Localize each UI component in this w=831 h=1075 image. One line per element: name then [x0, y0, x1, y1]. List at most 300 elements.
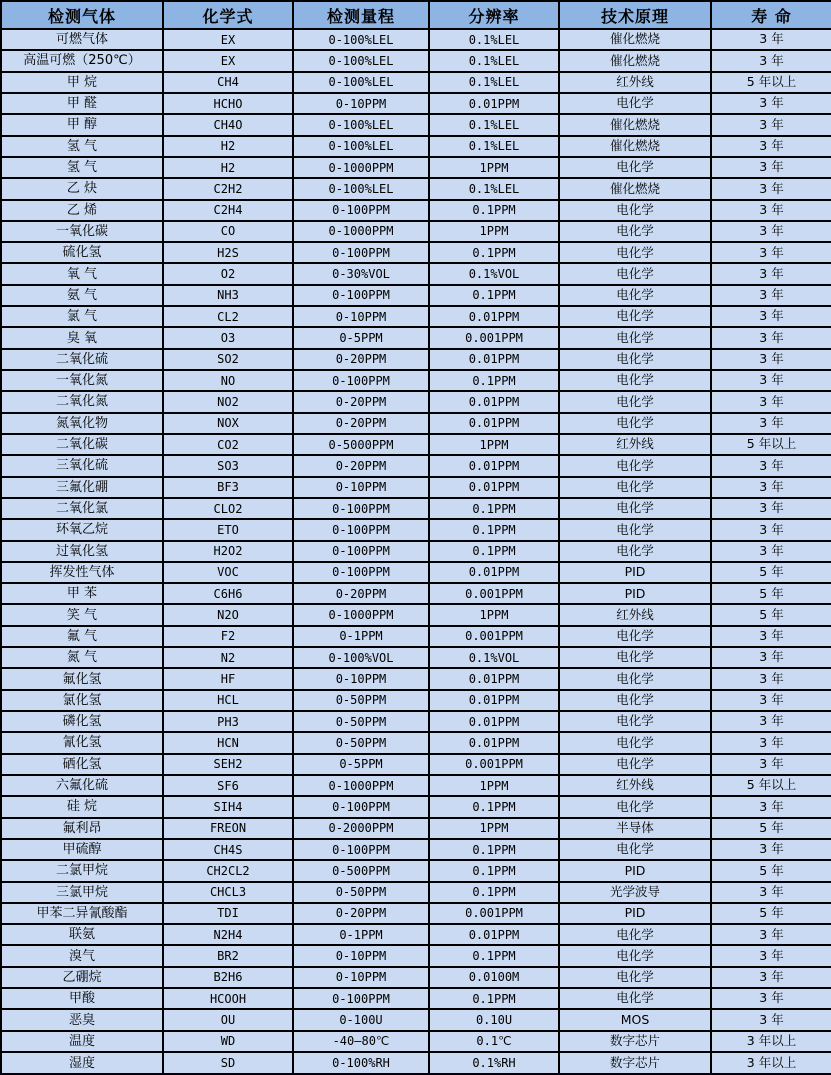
cell-lifespan: 3 年: [711, 945, 831, 966]
cell-gas: 氮 气: [1, 647, 163, 668]
cell-resolution: 0.01PPM: [429, 455, 559, 476]
cell-principle: PID: [559, 562, 711, 583]
cell-principle: 电化学: [559, 391, 711, 412]
cell-lifespan: 3 年: [711, 285, 831, 306]
cell-formula: WD: [163, 1031, 293, 1052]
table-row: [1, 562, 831, 583]
cell-gas: 甲硫醇: [1, 839, 163, 860]
cell-resolution: 0.001PPM: [429, 626, 559, 647]
table-row: [1, 775, 831, 796]
cell-principle: 电化学: [559, 967, 711, 988]
cell-principle: 电化学: [559, 796, 711, 817]
cell-gas: 氰化氢: [1, 732, 163, 753]
cell-gas: 二氧化氮: [1, 391, 163, 412]
cell-principle: 电化学: [559, 413, 711, 434]
cell-formula: H2: [163, 136, 293, 157]
cell-principle: 电化学: [559, 221, 711, 242]
cell-range: 0-100%RH: [293, 1052, 429, 1074]
cell-gas: 氧 气: [1, 263, 163, 284]
cell-formula: BF3: [163, 477, 293, 498]
cell-resolution: 0.1%LEL: [429, 50, 559, 71]
cell-resolution: 0.1PPM: [429, 242, 559, 263]
cell-gas: 湿度: [1, 1052, 163, 1074]
cell-resolution: 0.01PPM: [429, 349, 559, 370]
table-row: [1, 221, 831, 242]
table-row: [1, 711, 831, 732]
cell-gas: 甲 苯: [1, 583, 163, 604]
table-row: [1, 1009, 831, 1030]
cell-resolution: 0.01PPM: [429, 93, 559, 114]
cell-lifespan: 3 年: [711, 29, 831, 50]
table-row: [1, 690, 831, 711]
table-row: [1, 498, 831, 519]
cell-principle: 电化学: [559, 263, 711, 284]
cell-lifespan: 3 年: [711, 327, 831, 348]
table-row: [1, 839, 831, 860]
cell-resolution: 0.1PPM: [429, 839, 559, 860]
cell-principle: 电化学: [559, 285, 711, 306]
cell-gas: 乙硼烷: [1, 967, 163, 988]
cell-range: 0-500PPM: [293, 860, 429, 881]
cell-principle: 催化燃烧: [559, 114, 711, 135]
cell-lifespan: 5 年: [711, 604, 831, 625]
cell-principle: 电化学: [559, 754, 711, 775]
cell-gas: 氯 气: [1, 306, 163, 327]
cell-formula: O3: [163, 327, 293, 348]
cell-resolution: 0.1PPM: [429, 860, 559, 881]
table-row: [1, 306, 831, 327]
cell-gas: 乙 炔: [1, 178, 163, 199]
table-row: [1, 647, 831, 668]
table-row: [1, 477, 831, 498]
table-row: [1, 967, 831, 988]
cell-gas: 氢 气: [1, 157, 163, 178]
cell-principle: 电化学: [559, 924, 711, 945]
table-row: [1, 200, 831, 221]
cell-gas: 氟利昂: [1, 818, 163, 839]
cell-gas: 过氧化氢: [1, 541, 163, 562]
cell-principle: 电化学: [559, 668, 711, 689]
cell-gas: 氢 气: [1, 136, 163, 157]
cell-lifespan: 5 年: [711, 860, 831, 881]
cell-gas: 乙 烯: [1, 200, 163, 221]
cell-principle: 红外线: [559, 775, 711, 796]
cell-gas: 二氧化氯: [1, 498, 163, 519]
cell-resolution: 0.01PPM: [429, 306, 559, 327]
cell-formula: SF6: [163, 775, 293, 796]
cell-resolution: 0.01PPM: [429, 413, 559, 434]
cell-principle: 电化学: [559, 711, 711, 732]
cell-principle: PID: [559, 583, 711, 604]
cell-resolution: 0.01PPM: [429, 732, 559, 753]
cell-formula: TDI: [163, 903, 293, 924]
cell-lifespan: 3 年: [711, 263, 831, 284]
column-header-resolution: 分辨率: [429, 1, 559, 29]
cell-resolution: 1PPM: [429, 604, 559, 625]
cell-lifespan: 5 年以上: [711, 434, 831, 455]
cell-formula: O2: [163, 263, 293, 284]
cell-principle: 电化学: [559, 498, 711, 519]
cell-principle: PID: [559, 903, 711, 924]
cell-formula: CO: [163, 221, 293, 242]
cell-resolution: 0.0100M: [429, 967, 559, 988]
cell-formula: NO2: [163, 391, 293, 412]
cell-principle: 红外线: [559, 604, 711, 625]
cell-lifespan: 3 年: [711, 477, 831, 498]
cell-range: 0-1000PPM: [293, 775, 429, 796]
cell-resolution: 0.01PPM: [429, 924, 559, 945]
cell-range: 0-100U: [293, 1009, 429, 1030]
cell-principle: PID: [559, 860, 711, 881]
cell-formula: NOX: [163, 413, 293, 434]
cell-principle: 催化燃烧: [559, 136, 711, 157]
cell-principle: 电化学: [559, 839, 711, 860]
cell-range: 0-10PPM: [293, 945, 429, 966]
cell-gas: 温度: [1, 1031, 163, 1052]
cell-resolution: 0.1%LEL: [429, 136, 559, 157]
cell-formula: SIH4: [163, 796, 293, 817]
cell-principle: 红外线: [559, 434, 711, 455]
cell-formula: H2O2: [163, 541, 293, 562]
cell-lifespan: 5 年: [711, 562, 831, 583]
cell-lifespan: 3 年: [711, 349, 831, 370]
table-row: [1, 732, 831, 753]
cell-range: 0-100%LEL: [293, 178, 429, 199]
cell-resolution: 0.1%LEL: [429, 72, 559, 93]
cell-formula: ETO: [163, 519, 293, 540]
cell-resolution: 0.1PPM: [429, 370, 559, 391]
cell-formula: C6H6: [163, 583, 293, 604]
cell-principle: 电化学: [559, 327, 711, 348]
cell-lifespan: 3 年: [711, 157, 831, 178]
cell-formula: N2H4: [163, 924, 293, 945]
table-row: [1, 903, 831, 924]
cell-resolution: 0.01PPM: [429, 562, 559, 583]
cell-resolution: 1PPM: [429, 818, 559, 839]
cell-principle: 电化学: [559, 690, 711, 711]
table-row: [1, 50, 831, 71]
cell-principle: 电化学: [559, 349, 711, 370]
cell-formula: F2: [163, 626, 293, 647]
cell-range: 0-50PPM: [293, 732, 429, 753]
cell-gas: 臭 氧: [1, 327, 163, 348]
cell-lifespan: 3 年: [711, 967, 831, 988]
cell-formula: FREON: [163, 818, 293, 839]
table-row: [1, 988, 831, 1009]
cell-resolution: 0.1PPM: [429, 945, 559, 966]
cell-lifespan: 5 年以上: [711, 72, 831, 93]
cell-gas: 甲 醛: [1, 93, 163, 114]
cell-resolution: 0.1%VOL: [429, 263, 559, 284]
cell-resolution: 0.1%LEL: [429, 178, 559, 199]
cell-gas: 磷化氢: [1, 711, 163, 732]
cell-principle: 电化学: [559, 306, 711, 327]
cell-resolution: 0.1PPM: [429, 285, 559, 306]
cell-formula: VOC: [163, 562, 293, 583]
table-row: [1, 604, 831, 625]
cell-resolution: 1PPM: [429, 157, 559, 178]
cell-principle: 电化学: [559, 242, 711, 263]
cell-resolution: 0.1PPM: [429, 519, 559, 540]
cell-lifespan: 5 年: [711, 818, 831, 839]
table-row: [1, 519, 831, 540]
cell-resolution: 0.1PPM: [429, 796, 559, 817]
cell-range: 0-1000PPM: [293, 604, 429, 625]
cell-principle: 电化学: [559, 370, 711, 391]
cell-gas: 环氧乙烷: [1, 519, 163, 540]
cell-principle: MOS: [559, 1009, 711, 1030]
table-row: [1, 93, 831, 114]
table-row: [1, 114, 831, 135]
cell-range: 0-10PPM: [293, 668, 429, 689]
table-row: [1, 945, 831, 966]
cell-lifespan: 3 年: [711, 796, 831, 817]
cell-range: 0-1PPM: [293, 626, 429, 647]
column-header-lifespan: 寿 命: [711, 1, 831, 29]
cell-principle: 电化学: [559, 647, 711, 668]
cell-resolution: 1PPM: [429, 434, 559, 455]
cell-formula: CL2: [163, 306, 293, 327]
cell-formula: N2O: [163, 604, 293, 625]
cell-lifespan: 3 年: [711, 93, 831, 114]
cell-gas: 恶臭: [1, 1009, 163, 1030]
cell-lifespan: 3 年: [711, 626, 831, 647]
cell-lifespan: 3 年: [711, 1009, 831, 1030]
cell-range: 0-100%LEL: [293, 50, 429, 71]
cell-range: 0-50PPM: [293, 690, 429, 711]
cell-gas: 三氟化硼: [1, 477, 163, 498]
cell-range: 0-100PPM: [293, 562, 429, 583]
cell-gas: 甲 醇: [1, 114, 163, 135]
table-row: [1, 29, 831, 50]
cell-lifespan: 3 年: [711, 732, 831, 753]
cell-formula: PH3: [163, 711, 293, 732]
cell-resolution: 0.1PPM: [429, 882, 559, 903]
table-row: [1, 1031, 831, 1052]
cell-formula: SD: [163, 1052, 293, 1074]
table-body: [1, 29, 831, 1074]
table-row: [1, 668, 831, 689]
cell-resolution: 0.1PPM: [429, 498, 559, 519]
cell-gas: 溴气: [1, 945, 163, 966]
cell-formula: H2S: [163, 242, 293, 263]
cell-formula: BR2: [163, 945, 293, 966]
column-header-range: 检测量程: [293, 1, 429, 29]
cell-range: 0-10PPM: [293, 93, 429, 114]
cell-lifespan: 5 年: [711, 903, 831, 924]
column-header-principle: 技术原理: [559, 1, 711, 29]
cell-range: 0-10PPM: [293, 967, 429, 988]
cell-formula: HCL: [163, 690, 293, 711]
table-row: [1, 327, 831, 348]
cell-lifespan: 3 年以上: [711, 1031, 831, 1052]
cell-formula: CH4O: [163, 114, 293, 135]
cell-formula: SO2: [163, 349, 293, 370]
cell-formula: C2H4: [163, 200, 293, 221]
cell-resolution: 0.1PPM: [429, 541, 559, 562]
cell-resolution: 1PPM: [429, 775, 559, 796]
cell-lifespan: 3 年: [711, 242, 831, 263]
cell-range: 0-1000PPM: [293, 221, 429, 242]
cell-range: 0-100%LEL: [293, 114, 429, 135]
cell-principle: 电化学: [559, 732, 711, 753]
cell-resolution: 0.1PPM: [429, 988, 559, 1009]
cell-gas: 六氟化硫: [1, 775, 163, 796]
table-row: [1, 924, 831, 945]
cell-principle: 电化学: [559, 519, 711, 540]
cell-formula: NO: [163, 370, 293, 391]
cell-gas: 氟化氢: [1, 668, 163, 689]
cell-formula: CH4S: [163, 839, 293, 860]
cell-range: 0-1PPM: [293, 924, 429, 945]
cell-range: 0-100%LEL: [293, 72, 429, 93]
cell-gas: 联氨: [1, 924, 163, 945]
cell-lifespan: 3 年: [711, 711, 831, 732]
column-header-formula: 化学式: [163, 1, 293, 29]
cell-range: 0-2000PPM: [293, 818, 429, 839]
table-row: [1, 754, 831, 775]
table-row: [1, 285, 831, 306]
cell-formula: HCHO: [163, 93, 293, 114]
cell-gas: 硫化氢: [1, 242, 163, 263]
cell-gas: 甲苯二异氰酸酯: [1, 903, 163, 924]
cell-lifespan: 3 年以上: [711, 1052, 831, 1074]
cell-resolution: 0.1%LEL: [429, 114, 559, 135]
cell-lifespan: 3 年: [711, 988, 831, 1009]
cell-gas: 氨 气: [1, 285, 163, 306]
cell-formula: H2: [163, 157, 293, 178]
table-row: [1, 860, 831, 881]
cell-range: 0-100PPM: [293, 370, 429, 391]
cell-lifespan: 5 年: [711, 583, 831, 604]
cell-principle: 红外线: [559, 72, 711, 93]
table-row: [1, 242, 831, 263]
table-row: [1, 157, 831, 178]
cell-range: 0-5PPM: [293, 327, 429, 348]
cell-principle: 电化学: [559, 541, 711, 562]
cell-resolution: 0.01PPM: [429, 690, 559, 711]
column-header-gas: 检测气体: [1, 1, 163, 29]
cell-lifespan: 3 年: [711, 200, 831, 221]
cell-resolution: 1PPM: [429, 221, 559, 242]
cell-lifespan: 3 年: [711, 498, 831, 519]
cell-formula: B2H6: [163, 967, 293, 988]
cell-formula: HF: [163, 668, 293, 689]
cell-range: 0-100PPM: [293, 796, 429, 817]
cell-lifespan: 3 年: [711, 136, 831, 157]
cell-range: -40—80℃: [293, 1031, 429, 1052]
table-row: [1, 818, 831, 839]
cell-gas: 三氯甲烷: [1, 882, 163, 903]
cell-range: 0-100PPM: [293, 285, 429, 306]
table-row: [1, 136, 831, 157]
table-row: [1, 626, 831, 647]
cell-principle: 半导体: [559, 818, 711, 839]
cell-resolution: 0.1PPM: [429, 200, 559, 221]
cell-range: 0-5000PPM: [293, 434, 429, 455]
cell-range: 0-100PPM: [293, 519, 429, 540]
cell-range: 0-1000PPM: [293, 157, 429, 178]
cell-formula: CH4: [163, 72, 293, 93]
cell-formula: CLO2: [163, 498, 293, 519]
cell-formula: CH2CL2: [163, 860, 293, 881]
cell-principle: 电化学: [559, 477, 711, 498]
cell-range: 0-100PPM: [293, 541, 429, 562]
cell-lifespan: 3 年: [711, 541, 831, 562]
cell-principle: 电化学: [559, 626, 711, 647]
cell-lifespan: 3 年: [711, 839, 831, 860]
cell-principle: 电化学: [559, 455, 711, 476]
cell-principle: 电化学: [559, 157, 711, 178]
cell-range: 0-20PPM: [293, 413, 429, 434]
cell-principle: 数字芯片: [559, 1031, 711, 1052]
cell-resolution: 0.001PPM: [429, 903, 559, 924]
cell-resolution: 0.01PPM: [429, 711, 559, 732]
table-row: [1, 391, 831, 412]
cell-lifespan: 3 年: [711, 178, 831, 199]
cell-principle: 电化学: [559, 200, 711, 221]
cell-gas: 甲 烷: [1, 72, 163, 93]
cell-resolution: 0.10U: [429, 1009, 559, 1030]
cell-resolution: 0.001PPM: [429, 754, 559, 775]
table-row: [1, 72, 831, 93]
table-header-row: [1, 1, 831, 29]
table-row: [1, 796, 831, 817]
cell-range: 0-20PPM: [293, 455, 429, 476]
cell-formula: EX: [163, 50, 293, 71]
cell-range: 0-20PPM: [293, 349, 429, 370]
cell-principle: 电化学: [559, 988, 711, 1009]
cell-formula: NH3: [163, 285, 293, 306]
cell-lifespan: 3 年: [711, 221, 831, 242]
cell-range: 0-100PPM: [293, 988, 429, 1009]
cell-resolution: 0.001PPM: [429, 583, 559, 604]
cell-formula: CHCL3: [163, 882, 293, 903]
cell-range: 0-10PPM: [293, 306, 429, 327]
table-row: [1, 455, 831, 476]
table-row: [1, 413, 831, 434]
cell-range: 0-100%LEL: [293, 29, 429, 50]
cell-range: 0-20PPM: [293, 583, 429, 604]
cell-lifespan: 3 年: [711, 754, 831, 775]
cell-formula: C2H2: [163, 178, 293, 199]
cell-formula: HCOOH: [163, 988, 293, 1009]
cell-gas: 二氯甲烷: [1, 860, 163, 881]
cell-resolution: 0.01PPM: [429, 477, 559, 498]
cell-gas: 甲酸: [1, 988, 163, 1009]
cell-lifespan: 3 年: [711, 519, 831, 540]
cell-gas: 氟 气: [1, 626, 163, 647]
cell-range: 0-100%LEL: [293, 136, 429, 157]
cell-principle: 光学波导: [559, 882, 711, 903]
cell-principle: 催化燃烧: [559, 29, 711, 50]
cell-formula: SEH2: [163, 754, 293, 775]
cell-lifespan: 3 年: [711, 882, 831, 903]
cell-gas: 硒化氢: [1, 754, 163, 775]
cell-formula: HCN: [163, 732, 293, 753]
cell-lifespan: 3 年: [711, 924, 831, 945]
cell-range: 0-100PPM: [293, 200, 429, 221]
cell-gas: 氯化氢: [1, 690, 163, 711]
cell-gas: 可燃气体: [1, 29, 163, 50]
cell-lifespan: 3 年: [711, 114, 831, 135]
cell-formula: EX: [163, 29, 293, 50]
table-row: [1, 583, 831, 604]
cell-range: 0-100PPM: [293, 242, 429, 263]
table-row: [1, 178, 831, 199]
cell-range: 0-50PPM: [293, 882, 429, 903]
table-row: [1, 349, 831, 370]
